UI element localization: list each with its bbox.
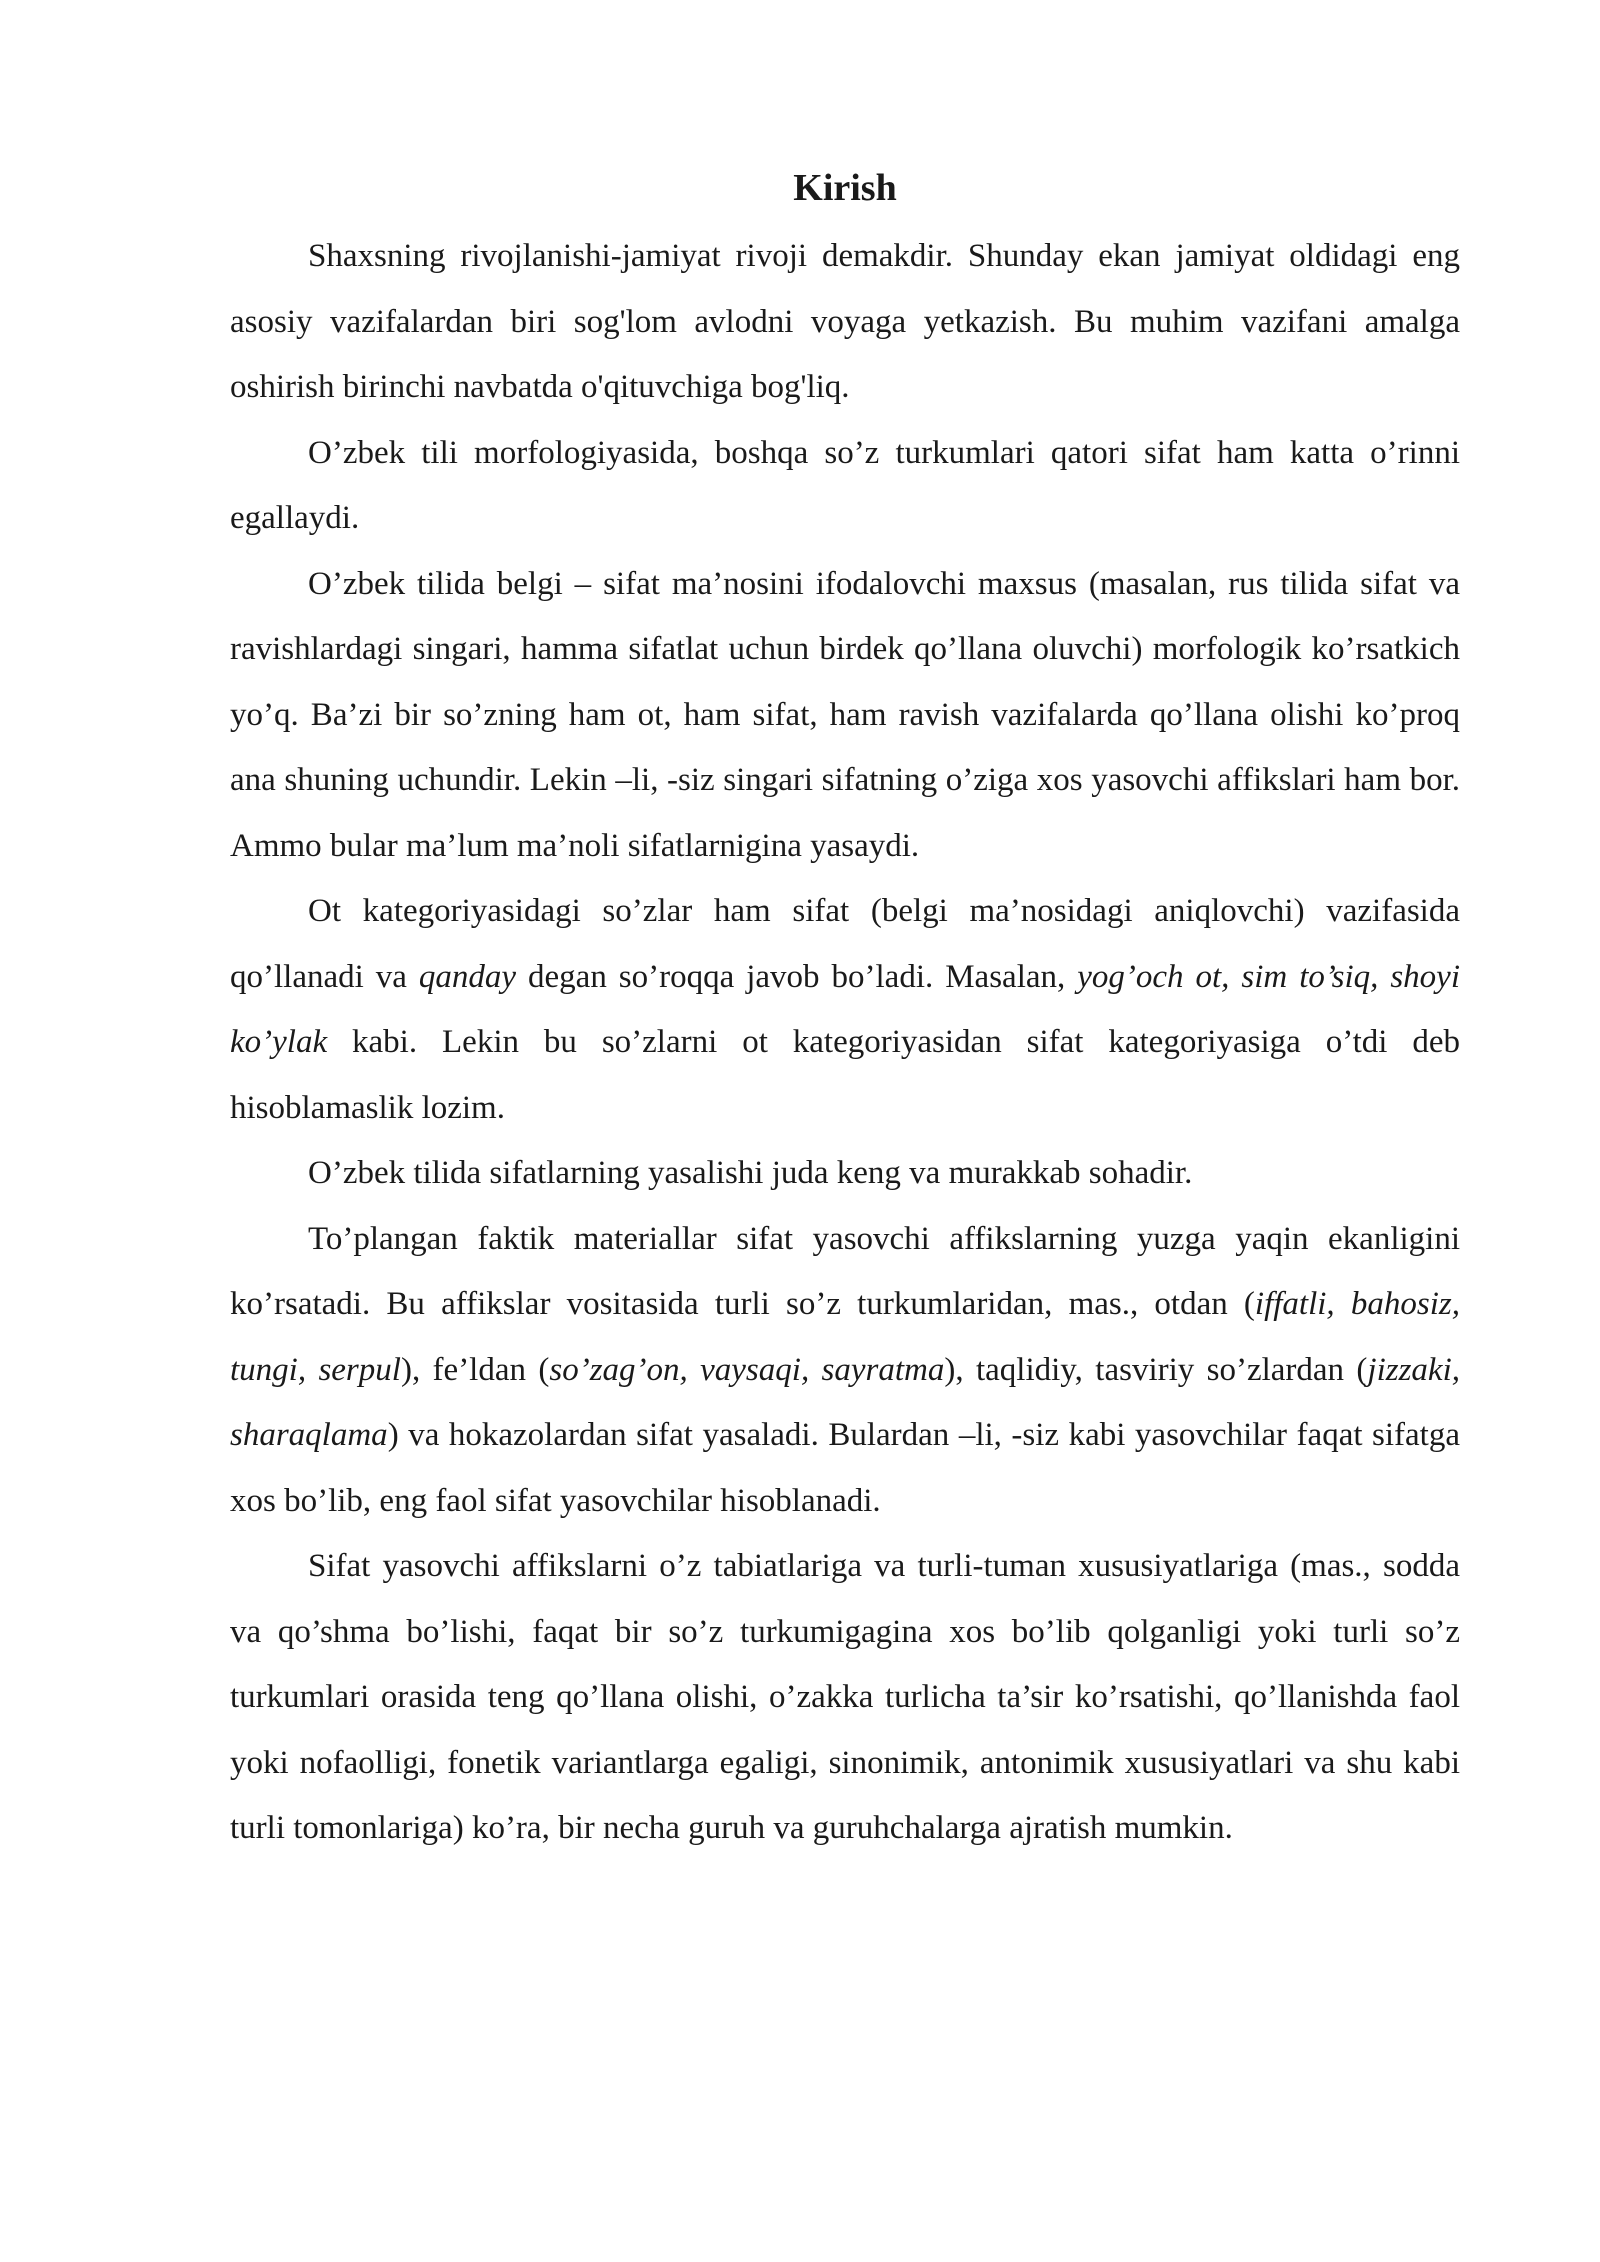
paragraph-6-italic-2: so’zag’on, vaysaqi, sayratma <box>549 1351 945 1388</box>
document-body <box>230 160 1460 1862</box>
paragraph-6-text-1: To’plangan faktik materiallar sifat yasovchi affikslarning yuzga yaqin ekanligini ko’rsatadi. Bu affikslar vositasida turli so’z turkumlaridan, mas., otdan ( <box>230 1220 1460 1322</box>
paragraph-4-italic-1: qanday <box>418 958 517 995</box>
paragraph-6-italic-1: iffatli, bahosiz, tungi, serpul <box>230 1286 1460 1388</box>
paragraph-6 <box>230 1207 1460 1535</box>
paragraph-6-italic-3: jizzaki, sharaqlama <box>230 1351 1460 1453</box>
paragraph-6-text-4: ) va hokazolardan sifat yasaladi. Bulardan –li, -siz kabi yasovchilar faqat sifatga xos bo’lib, eng faol sifat yasovchilar hisoblanadi. <box>230 1417 1460 1519</box>
paragraph-6-text-2: ), fe’ldan ( <box>400 1351 550 1388</box>
paragraph-3: O’zbek tilida belgi – sifat ma’nosini ifodalovchi maxsus (masalan, rus tilida sifat va ravishlardagi singari, hamma sifatlat uchun birdek qo’llana oluvchi) morfologik ko’rsatkich yo’q. Ba’zi bir so’zning ham ot, ham sifat, ham ravish vazifalarda qo’llana olishi ko’proq ana shuning uchundir. Lekin –li, -siz singari sifatning o’ziga xos yasovchi affikslari ham bor. Ammo bular ma’lum ma’noli sifatlarnigina yasaydi. <box>230 565 1460 864</box>
paragraph-4-text-3: kabi. Lekin bu so’zlarni ot kategoriyasidan sifat kategoriyasiga o’tdi deb hisoblamaslik lozim. <box>230 1024 1460 1126</box>
paragraph-5: O’zbek tilida sifatlarning yasalishi juda keng va murakkab sohadir. <box>308 1155 1193 1191</box>
paragraph-7: Sifat yasovchi affikslarni o’z tabiatlariga va turli-tuman xususiyatlariga (mas., sodda va qo’shma bo’lishi, faqat bir so’z turkumigagina xos bo’lib qolganligi yoki turli so’z turkumlari orasida teng qo’llana olishi, o’zakka turlicha ta’sir ko’rsatishi, qo’llanishda faol yoki nofaolligi, fonetik variantlarga egaligi, sinonimik, antonimik xususiyatlari va shu kabi turli tomonlariga) ko’ra, bir necha guruh va guruhchalarga ajratish mumkin. <box>230 1548 1460 1846</box>
paragraph-6-text-3: ), taqlidiy, tasviriy so’zlardan ( <box>944 1351 1368 1388</box>
paragraph-4-text-2: degan so’roqqa javob bo’ladi. Masalan, <box>516 958 1078 995</box>
page-title: Kirish <box>793 167 897 209</box>
paragraph-4 <box>230 879 1460 1141</box>
paragraph-4-italic-2: yog’och ot, sim to’siq, shoyi ko’ylak <box>230 958 1460 1060</box>
paragraph-2: O’zbek tili morfologiyasida, boshqa so’z turkumlari qatori sifat ham katta o’rinni egallaydi. <box>230 434 1460 536</box>
paragraph-1: Shaxsning rivojlanishi-jamiyat rivoji demakdir. Shunday ekan jamiyat oldidagi eng asosiy vazifalardan biri sog'lom avlodni voyaga yetkazish. Bu muhim vazifani amalga oshirish birinchi navbatda o'qituvchiga bog'liq. <box>230 238 1460 405</box>
paragraph-4-text-1: Ot kategoriyasidagi so’zlar ham sifat (belgi ma’nosidagi aniqlovchi) vazifasida qo’llanadi va <box>230 893 1460 995</box>
